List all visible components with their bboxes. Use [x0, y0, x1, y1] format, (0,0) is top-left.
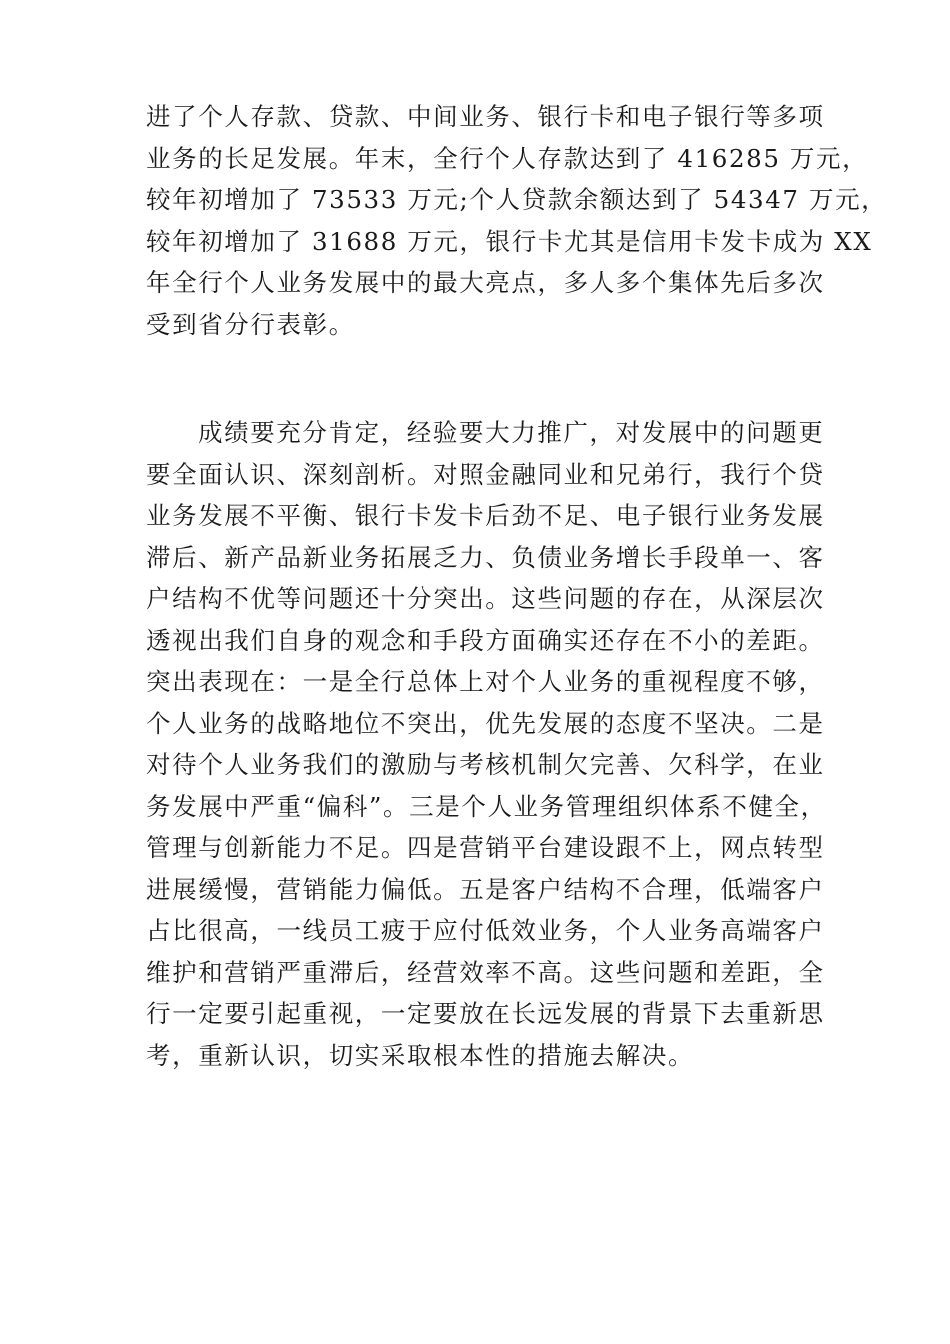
paragraph-1	[146, 96, 888, 345]
paragraph-line: 业务发展不平衡、银行卡发卡后劲不足、电子银行业务发展	[146, 501, 825, 530]
paragraph-line: 年全行个人业务发展中的最大亮点，多人多个集体先后多次	[146, 268, 825, 297]
paragraph-line: 进展缓慢，营销能力偏低。五是客户结构不合理，低端客户	[146, 874, 825, 904]
paragraph-line: 对待个人业务我们的激励与考核机制欠完善、欠科学，在业	[146, 750, 825, 779]
paragraph-line: 受到省分行表彰。	[146, 309, 355, 339]
paragraph-line: 业务的长足发展。年末，全行个人存款达到了 416285 万元，	[146, 143, 869, 173]
paragraph-line: 个人业务的战略地位不突出，优先发展的态度不坚决。二是	[146, 708, 825, 738]
paragraph-line: 考，重新认识，切实采取根本性的措施去解决。	[146, 1040, 695, 1070]
paragraph-line: 维护和营销严重滞后，经营效率不高。这些问题和差距，全	[146, 957, 825, 987]
paragraph-line: 透视出我们自身的观念和手段方面确实还存在不小的差距。	[146, 625, 825, 655]
paragraph-line: 突出表现在：一是全行总体上对个人业务的重视程度不够，	[146, 667, 825, 696]
paragraph-line: 占比很高，一线员工疲于应付低效业务，个人业务高端客户	[146, 916, 825, 945]
paragraph-line: 管理与创新能力不足。四是营销平台建设跟不上，网点转型	[146, 833, 825, 862]
paragraph-line: 进了个人存款、贷款、中间业务、银行卡和电子银行等多项	[146, 102, 825, 131]
paragraph-line: 行一定要引起重视，一定要放在长远发展的背景下去重新思	[146, 999, 825, 1028]
paragraph-line: 务发展中严重“偏科”。三是个人业务管理组织体系不健全，	[146, 791, 827, 821]
paragraph-2	[146, 412, 827, 1076]
paragraph-line: 滞后、新产品新业务拓展乏力、负债业务增长手段单一、客	[146, 542, 825, 572]
paragraph-line: 较年初增加了 73533 万元;个人贷款余额达到了 54347 万元，	[146, 185, 888, 214]
paragraph-line: 户结构不优等问题还十分突出。这些问题的存在，从深层次	[146, 584, 825, 613]
paragraph-line: 要全面认识、深刻剖析。对照金融同业和兄弟行，我行个贷	[146, 459, 825, 489]
paragraph-line: 较年初增加了 31688 万元，银行卡尤其是信用卡发卡成为 XX	[146, 226, 873, 256]
paragraph-line: 成绩要充分肯定，经验要大力推广，对发展中的问题更	[198, 418, 825, 447]
